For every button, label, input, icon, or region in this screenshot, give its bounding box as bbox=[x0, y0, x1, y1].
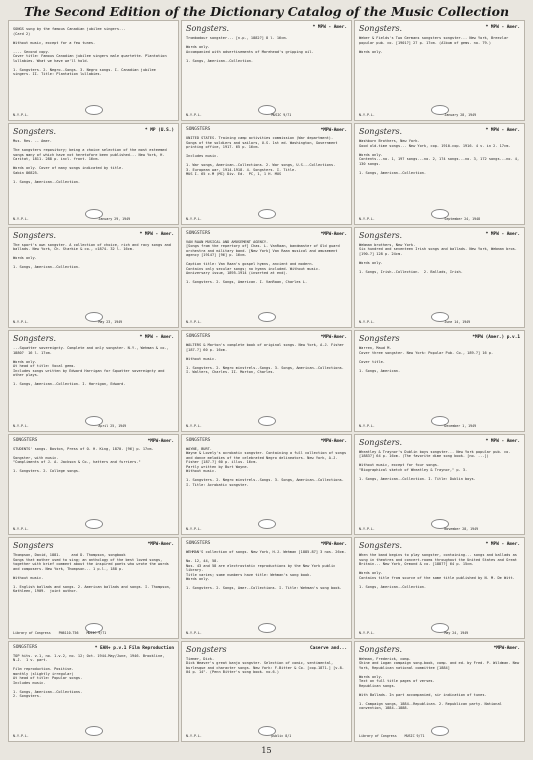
catalog-card bbox=[181, 434, 352, 535]
card-footer: N.Y.P.L. April 25, 1949 bbox=[13, 423, 127, 428]
card-body: Thompson, David, 1881- and D. Thompson, songbook Songs that mother used to sing; an anthology of the best loved songs, together with brief comment about the inspired poets who wrote the words and composers. New York, Thompson... 1 p.l., 188 p. Without music. 1. English ballads and songs. 2. American ballads and songs. I. Thompson, Kathleen, 1909- joint author. bbox=[13, 553, 171, 594]
card-body: WAYNE, BURT. Wayne & Lovely's acrobatic songster. Containing a full collection of songs and dance melodies of the celebrated Negro delineators. New York, A.J. Fisher [187-?] 60 p. illus. 16cm. Partly written by Burt Wayne. Without music. 1. Songsters. 2. Negro minstrels--Songs. 3. Songs, American--Collections. I. Title: Acrobatic songster. bbox=[186, 446, 347, 487]
card-footer: N.Y.P.L. bbox=[186, 216, 202, 221]
catalog-card bbox=[181, 123, 352, 224]
card-footer: N.Y.P.L. MUSIC 9/71 bbox=[186, 113, 292, 118]
catalog-card bbox=[354, 537, 525, 638]
catalog-card bbox=[8, 434, 179, 535]
card-call-number: *MPW-Amer. bbox=[493, 645, 520, 651]
card-call-number: * MPW - Amer. bbox=[485, 438, 520, 444]
card-heading: Songsters. bbox=[359, 127, 403, 137]
card-footer: N.Y.P.L. bbox=[13, 734, 29, 738]
catalog-card bbox=[8, 537, 179, 638]
catalog-card bbox=[181, 20, 352, 121]
card-footer: N.Y.P.L. bbox=[186, 527, 202, 532]
page-number: 15 bbox=[261, 746, 272, 755]
card-body: Webman brothers, New York. Six hundred and seventeen Irish songs and ballads. New York, Webman bros. [190-?] 128 p. 24cm. Words only. 1. Songs, Irish--Collection. 2. Ballads, Irish. bbox=[359, 242, 517, 274]
catalog-card bbox=[354, 641, 525, 742]
card-heading: Songsters. bbox=[186, 24, 230, 33]
card-footer: N.Y.P.L. September 24, 1948 bbox=[359, 216, 481, 221]
card-heading: SONGSTERS bbox=[13, 437, 38, 443]
card-call-number: *MPW-Amer. bbox=[147, 438, 174, 444]
card-call-number: *MPW-Amer. bbox=[320, 335, 347, 341]
card-body: ...Squatter sovereignty. Complete and only songster. N.Y., Wehman & co., 1880? 16 l. 17cm. Words only. At head of title: Vocal gems. Includes songs written by Edward Harrigan for Squatter sovereignty and other plays. 1. Songs, American--Collection. I. Harrigan, Edward. bbox=[13, 346, 169, 387]
card-call-number: * MPW - Amer. bbox=[485, 231, 520, 237]
card-footer: N.Y.P.L. bbox=[13, 527, 29, 532]
card-body: Mus. Res. -- Amer. The songsters repository; being a choice selection of the most esteemed songs many of which have not heretofore been published... New York, H. Caritat, 1811. 288 p. incl. front. 16cm. Words only. Cover of many songs indicated by title. Sabin 86825. 1. Songs, American--Collection. bbox=[13, 139, 167, 184]
card-heading: SONGSTERS bbox=[186, 437, 211, 443]
card-footer: N.Y.P.L. bbox=[186, 320, 202, 325]
card-call-number: *MPW-Amer. bbox=[320, 128, 347, 134]
card-heading: Songsters. bbox=[359, 541, 403, 551]
card-call-number: * MP (U.S.) bbox=[144, 128, 174, 134]
card-body: WEHMAN'S collection of songs. New York, H.J. Wehman [1885-87] 3 nos. 26cm. No. 12, 44, 58. Nos. 43 and 58 are electrostatic reproductions by the New York public library. Title varies; some numbers have title: Wehman's song book. Words only. 1. Songsters. 2. Songs, Amer--Collections. I. Title: Wehman's song book. bbox=[186, 550, 347, 591]
catalog-card bbox=[8, 641, 179, 742]
card-heading: SONGSTERS bbox=[186, 127, 211, 133]
catalog-card bbox=[181, 537, 352, 638]
card-heading: Songsters. bbox=[359, 644, 403, 654]
card-call-number: *MPW-Amer. bbox=[320, 438, 347, 444]
card-call-number: *MPW (Amer.) p.v.1 bbox=[472, 335, 520, 341]
card-heading: Songsters. bbox=[13, 230, 57, 240]
card-body: Warren, Maud M. Cover three songster. New York: Popular Pub. Co., 189-?] 16 p. Cover title. 1. Songs, American. bbox=[359, 346, 494, 373]
card-body: WALTERS & Morton's complete book of original songs. New York, A.J. Fisher [187-?] 60 p. 16cm. Without music. 1. Songsters. 2. Negro minstrels--Songs. 3. Songs, American--Collections. I. Walters, Charles. II. Morton, Charles. bbox=[186, 343, 344, 375]
catalog-card bbox=[354, 227, 525, 328]
card-footer: Library of Congress MUSIC 9/71 bbox=[359, 734, 425, 738]
card-body: STUDENTS' songs. Boston, Press of O. H. King, 1870. [96] p. 17cm. Songster, with music. "Compliments of J. A. Jackson & Co., hatters and furriers." 1. Songsters. 2. College songs. bbox=[13, 446, 154, 474]
card-heading: Songsters bbox=[359, 334, 400, 344]
card-heading: Songsters. bbox=[13, 334, 57, 344]
card-body: Wehman, Frederick, comp. Shine and Logan campaign song-book, comp. and ed. by Fred. P. Wildman. New York, Republican national committee [1884] Words only. Text on full title pages of verses. Republican songs. With Ballads. In part accompanied, sir indication of tunes. 1. Campaign songs, 1884--Republican. 2. Republican party. National convention, 1884--1888. bbox=[359, 656, 520, 711]
card-heading: Songsters. bbox=[359, 24, 403, 33]
card-call-number: * MPW - Amer. bbox=[139, 335, 174, 341]
card-call-number: * MPW - Amer. bbox=[485, 25, 520, 30]
card-footer: N.Y.P.L. public 8/1 bbox=[186, 734, 292, 738]
card-footer: Library of Congress PN6110.T56 MUSIC 9/71 bbox=[13, 630, 107, 635]
card-call-number: * MPW - Amer. bbox=[485, 128, 520, 134]
card-call-number: * MPW - Amer. bbox=[485, 542, 520, 548]
catalog-card bbox=[354, 434, 525, 535]
card-body: TOP hits. v.1, no. 1-v.2, no. 12; Oct. 1944-May/June, 1946. Brookline, N.J. 1 v. part. Film reproduction. Positive. monthly (slightly irregular) At head of title: Popular songs. Includes music. 1. Songs, American--Collections. 2. Songsters. bbox=[13, 653, 165, 699]
card-call-number: *MPW-Amer. bbox=[320, 231, 347, 237]
card-footer: N.Y.P.L. May 24, 1949 bbox=[359, 630, 469, 635]
catalog-card bbox=[181, 330, 352, 431]
card-heading: Songsters bbox=[13, 541, 54, 551]
card-body: VAN RAAN MUSICAL AND AMUSEMENT AGENCY. [Songs from the repertory of] Chas. L. VanRaan, bandmaster of Old guard orchestra and military band. [New York] Van Raan musical and amusement agency [1914?] [96] p. 16cm. Caption title: Van Raan's gospel hymns, ancient and modern. Contains only secular songs; no hymns included. Without music. Anniversary issue, 1895-1914 (inserted at end). 1. Songsters. 2. Songs, American. I. VanRaan, Charles L. bbox=[186, 239, 340, 285]
card-heading: SONGSTERS bbox=[186, 541, 211, 547]
card-body: When the band begins to play songster, containing... songs and ballads as sung in theatres and concert-rooms throughout the United States and Great Britain... New York, Ormond & co. [1887?] 64 p. 15cm. Words only. Contains title from source of the same title published by N. M. De Witt. 1. Songs, American--Collection. bbox=[359, 553, 517, 589]
card-footer: N.Y.P.L. January 28, 1949 bbox=[359, 113, 477, 118]
card-body: Tiemer, Dick. Dick Weaver's great banjo songster. Selection of comic, sentimental, burlesque and character songs. New York: F.Bitter & Co. [cop.1871.] [v.8-04 p. 14". (Penn Bitter's song book. no.6.) bbox=[186, 656, 344, 675]
card-heading: Songsters bbox=[186, 644, 227, 654]
card-body: Wheatley & Traynor's Dublin boys songster... New York popular pub. co. [1883?] 64 p. 16cm. (The favorite dime song book. [no. ...]) Without music, except for four songs. "Biographical sketch of Wheatley & Traynor," p. 3. 1. Songs, American--Collection. I. Title: Dublin boys. bbox=[359, 449, 511, 481]
card-call-number: *MPW-Amer. bbox=[320, 542, 347, 548]
catalog-card bbox=[181, 227, 352, 328]
card-heading: SONGSTERS bbox=[186, 334, 211, 340]
card-body: Weber & Fields's Two Germans songsters songster... New York, Breezlar popular pub. co. [1901?] 27 p. 17cm. (Album of gems. no. 79.) Words only. bbox=[359, 36, 509, 54]
card-heading: SONGSTERS bbox=[186, 230, 211, 236]
card-body: The sport's own songster. A collection of choice, rich and racy songs and ballads. New York, Ch. Starkie & co., c1874. 32 l. 16cm. Words only. 1. Songs, American--Collection. bbox=[13, 242, 171, 270]
card-body: UNITED STATES. Training camp activities commission (War department). Songs of the soldiers and sailors, U.S. 1st ed. Washington, Government printing office, 1917. 65 p. 16cm. Includes music. 1. War songs, American--Collections. 2. War songs, U.S.--Collections. 3. European war, 1914-1918. 4. Songsters. I. Title. MUS I. 65 c.M (MC) Div. Ed. PC, 1, 1 H. MUS bbox=[186, 136, 338, 177]
card-body: Washburn Brothers, New York. Good old-time songs... New York, cop. 1910-cop. 1916. 4 v. in 2. 17cm. Words only. Contents.--no. 1, 197 songs.--no. 2, 174 songs.--no. 3, 172 songs.--no. 4, 130 songs. 1. Songs, American--Collection. bbox=[359, 139, 520, 175]
card-footer: N.Y.P.L. June 14, 1949 bbox=[359, 320, 471, 325]
card-call-number: Caserve and... bbox=[309, 645, 347, 651]
card-call-number: *MPW-Amer. bbox=[147, 542, 174, 548]
catalog-card-grid bbox=[8, 20, 525, 742]
page-title: The Second Edition of the Dictionary Catalog of the Music Collection bbox=[23, 4, 510, 19]
card-footer: N.Y.P.L. November 28, 1949 bbox=[359, 527, 479, 532]
card-call-number: * EAN+ p.v.1 Film Reproduction bbox=[94, 645, 174, 651]
card-heading: Songsters. bbox=[13, 127, 57, 137]
card-call-number: * MPW - Amer. bbox=[139, 231, 174, 237]
card-footer: N.Y.P.L. bbox=[186, 423, 202, 428]
card-footer: N.Y.P.L. May 23, 1949 bbox=[13, 320, 123, 325]
catalog-card bbox=[181, 641, 352, 742]
card-footer: N.Y.P.L. January 29, 1949 bbox=[13, 216, 131, 221]
card-body: Trombadour songster... [n.p., 1882?] 8 l. 16cm. Words only. Accompanied with advertisements of Morehead's gripping oil. 1. Songs, American--Collection. bbox=[186, 36, 314, 63]
catalog-card bbox=[8, 20, 179, 121]
card-call-number: * MPW - Amer. bbox=[312, 25, 347, 30]
card-footer: N.Y.P.L. bbox=[186, 630, 202, 635]
card-body: SONGS sung by the famous Canadian jubilee singers... (Card 2) Without music, except for a few tunes. ---- Second copy. Cover title: Famous Canadian jubilee singers male quartette. Plantation lullabies. What we have we'll hold. 1. Songsters. 2. Negro--Songs. 3. Negro songs. I. Canadian jubilee singers. II. Title: Plantation lullabies. bbox=[13, 27, 167, 76]
card-heading: Songsters. bbox=[359, 437, 403, 447]
catalog-card bbox=[354, 330, 525, 431]
catalog-card bbox=[354, 123, 525, 224]
card-heading: SONGSTERS bbox=[13, 644, 38, 650]
catalog-card bbox=[8, 123, 179, 224]
card-heading: Songsters. bbox=[359, 230, 403, 240]
card-footer: N.Y.P.L. bbox=[13, 113, 29, 118]
catalog-card bbox=[8, 227, 179, 328]
card-footer: N.Y.P.L. December 1, 1949 bbox=[359, 423, 477, 428]
catalog-card bbox=[354, 20, 525, 121]
catalog-card bbox=[8, 330, 179, 431]
